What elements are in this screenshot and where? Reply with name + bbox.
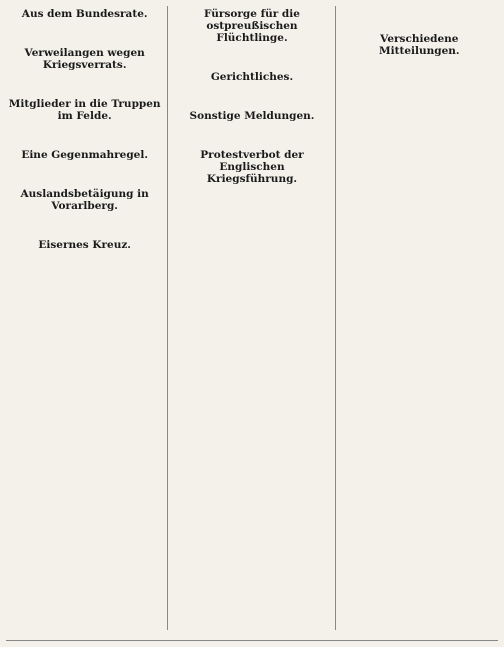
article-heading: Protestverbot der Englischen Kriegsführung.: [200, 149, 304, 185]
page-footer: [6, 640, 498, 643]
article: [173, 149, 330, 208]
article-heading: Verschiedene Mitteilungen.: [379, 33, 460, 57]
article-body: [341, 9, 498, 29]
columns: [6, 6, 498, 630]
article-heading: Sonstige Meldungen.: [189, 110, 315, 122]
article-body: [173, 125, 330, 145]
article: [173, 71, 330, 106]
article-body: [173, 47, 330, 67]
article: [6, 239, 163, 274]
article-heading: Eine Gegenmahregel.: [21, 149, 149, 161]
article: [6, 47, 163, 94]
article-body: [6, 125, 163, 145]
article-body: [173, 86, 330, 106]
article: [173, 110, 330, 145]
article: [6, 188, 163, 235]
article-body: [6, 215, 163, 235]
article: [341, 9, 498, 29]
article-heading: Eisernes Kreuz.: [38, 239, 131, 251]
article-heading: Auslandsbetäigung in Vorarlberg.: [20, 188, 149, 212]
column-3: [341, 6, 498, 630]
article: [6, 8, 163, 43]
article: [341, 33, 498, 80]
column-1: [6, 6, 168, 630]
article-heading: Mitglieder in die Truppen im Felde.: [8, 98, 161, 122]
article: [6, 98, 163, 145]
article-body: [6, 74, 163, 94]
article-body: [6, 254, 163, 274]
article-heading: Gerichtliches.: [210, 71, 294, 83]
article: [173, 8, 330, 67]
article-body: [341, 60, 498, 80]
article-body: [6, 164, 163, 184]
article-body: [173, 188, 330, 208]
article: [6, 149, 163, 184]
article-heading: Verweilangen wegen Kriegsverrats.: [24, 47, 145, 71]
article-heading: Fürsorge für die ostpreußischen Flüchtlinge.: [204, 8, 300, 44]
article-body: [6, 23, 163, 43]
column-2: [173, 6, 335, 630]
article-heading: Aus dem Bundesrate.: [21, 8, 148, 20]
